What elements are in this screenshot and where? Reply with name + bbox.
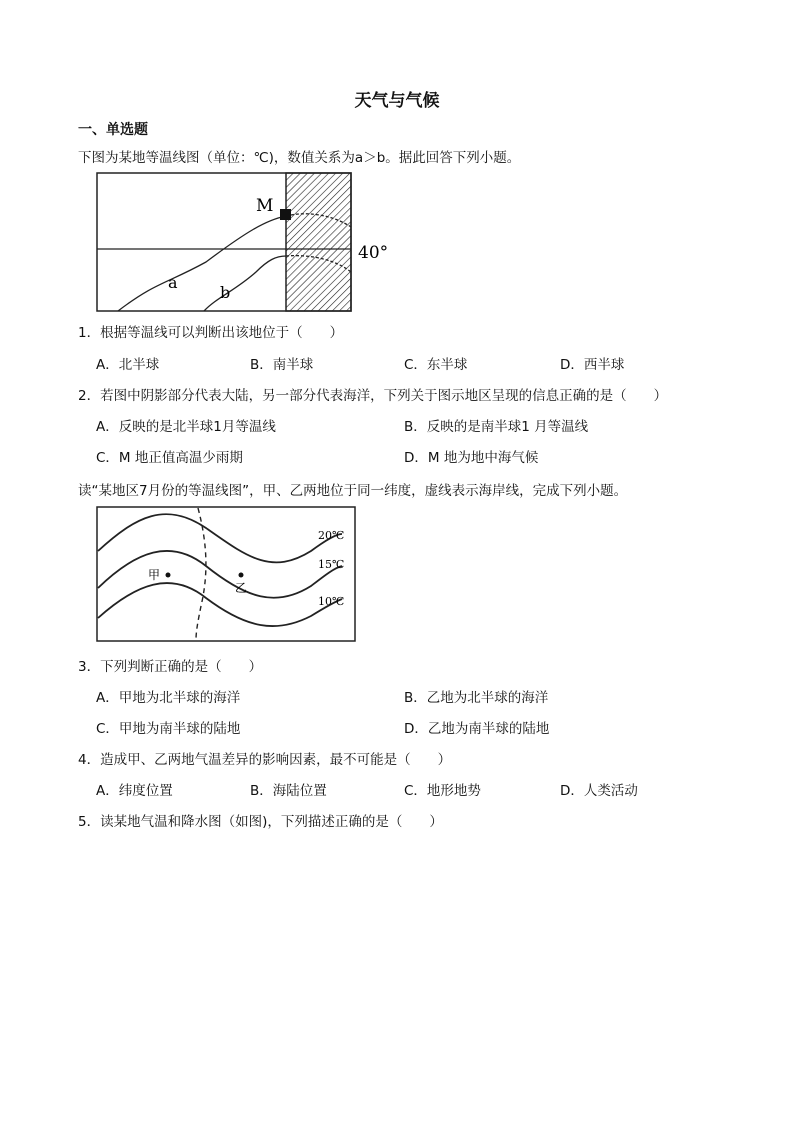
- q3-stem: 3．下列判断正确的是（ ）: [78, 659, 263, 675]
- q1-option-a[interactable]: A．北半球: [96, 357, 160, 373]
- q4-option-c[interactable]: C．地形地势: [404, 783, 481, 799]
- isotherm-figure-1: [96, 172, 392, 314]
- q4-option-d[interactable]: D．人类活动: [560, 783, 638, 799]
- q2-option-c[interactable]: C．M 地正值高温少雨期: [96, 450, 243, 466]
- label-m: M: [256, 196, 274, 216]
- q4-stem: 4．造成甲、乙两地气温差异的影响因素，最不可能是（ ）: [78, 752, 452, 768]
- q1-stem: 1．根据等温线可以判断出该地位于（ ）: [78, 325, 344, 341]
- label-latitude: 40°: [358, 243, 389, 263]
- q3-option-d[interactable]: D．乙地为南半球的陆地: [404, 721, 550, 737]
- q1-option-d[interactable]: D．西半球: [560, 357, 625, 373]
- label-20c: 20℃: [318, 529, 345, 542]
- intro-text-1: 下图为某地等温线图（单位：℃)，数值关系为a＞b。据此回答下列小题。: [78, 150, 521, 166]
- q2-stem: 2．若图中阴影部分代表大陆，另一部分代表海洋，下列关于图示地区呈现的信息正确的是（ ）: [78, 388, 668, 404]
- q1-option-c[interactable]: C．东半球: [404, 357, 468, 373]
- point-jia-marker: [166, 573, 171, 578]
- label-yi: 乙: [235, 581, 248, 595]
- q3-option-c[interactable]: C．甲地为南半球的陆地: [96, 721, 241, 737]
- q5-stem: 5．读某地气温和降水图（如图)，下列描述正确的是（ ）: [78, 814, 443, 830]
- intro-text-2: 读“某地区7月份的等温线图”，甲、乙两地位于同一纬度，虚线表示海岸线，完成下列小题。: [78, 483, 628, 499]
- q4-option-b[interactable]: B．海陆位置: [250, 783, 327, 799]
- map-frame: [97, 507, 355, 641]
- q2-option-a[interactable]: A．反映的是北半球1月等温线: [96, 419, 276, 435]
- label-a: a: [168, 273, 178, 292]
- point-yi-marker: [239, 573, 244, 578]
- q3-option-a[interactable]: A．甲地为北半球的海洋: [96, 690, 241, 706]
- label-b: b: [220, 283, 231, 302]
- q3-option-b[interactable]: B．乙地为北半球的海洋: [404, 690, 549, 706]
- section-heading: 一、单选题: [78, 122, 148, 138]
- q2-option-b[interactable]: B．反映的是南半球1 月等温线: [404, 419, 589, 435]
- label-10c: 10℃: [318, 595, 345, 608]
- page-title: 天气与气候: [354, 91, 440, 111]
- isotherm-figure-2: [96, 506, 360, 646]
- label-15c: 15℃: [318, 558, 345, 571]
- label-jia: 甲: [148, 568, 161, 582]
- land-shaded-area: [286, 173, 351, 311]
- q1-option-b[interactable]: B．南半球: [250, 357, 314, 373]
- q2-option-d[interactable]: D．M 地为地中海气候: [404, 450, 539, 466]
- point-m-marker: [280, 209, 291, 220]
- q4-option-a[interactable]: A．纬度位置: [96, 783, 173, 799]
